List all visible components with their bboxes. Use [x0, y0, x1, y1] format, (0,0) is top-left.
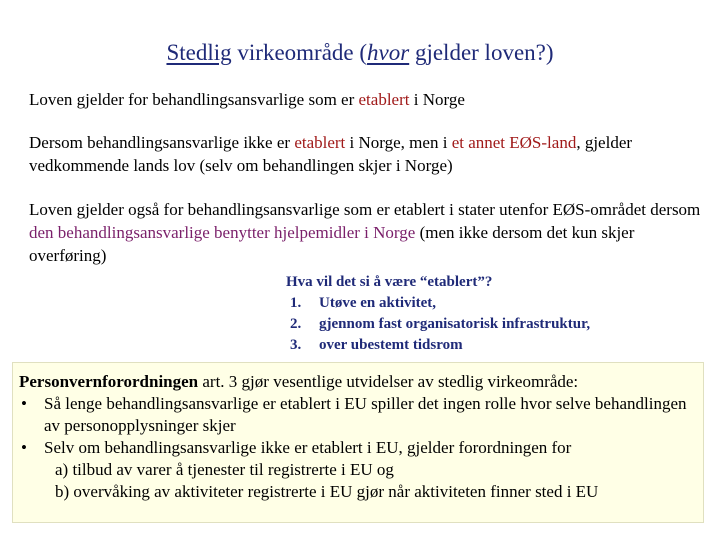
- bullet-icon: •: [21, 438, 27, 457]
- gdpr-bold-term: Personvernforordningen: [19, 372, 199, 391]
- title-text-end: gjelder loven?): [409, 40, 554, 65]
- sub-item-a: a) tilbud av varer å tjenester til registrerte i EU og: [55, 460, 394, 479]
- p3-text-end: (men ikke dersom det kun skjer overføring): [29, 223, 635, 265]
- bullet-icon: •: [21, 394, 27, 413]
- title-italic-word: hvor: [367, 40, 410, 65]
- paragraph-other-eea: [29, 131, 701, 177]
- p1-highlight: etablert: [358, 90, 410, 109]
- p2-highlight-1: etablert: [294, 133, 346, 152]
- p3-highlight: den behandlingsansvarlige benytter hjelpemidler i Norge: [29, 223, 416, 242]
- list-text: Utøve en aktivitet,: [319, 295, 437, 311]
- bullet-text: Så lenge behandlingsansvarlige er etablert i EU spiller det ingen rolle hvor selve behandlingen av personopplysninger skjer: [44, 394, 687, 435]
- p2-highlight-2: et annet EØS-land: [451, 133, 577, 152]
- p1-text-end: i Norge: [409, 90, 465, 109]
- page-title: [0, 38, 720, 68]
- paragraph-established-norway: [29, 88, 701, 111]
- etablert-definition: [286, 272, 666, 356]
- list-text: gjennom fast organisatorisk infrastruktur,: [319, 316, 591, 332]
- sub-item-b: b) overvåking av aktiviteter registrerte i EU gjør når aktiviteten finner sted i EU: [55, 482, 599, 501]
- list-item: [286, 335, 666, 356]
- bullet-item: [19, 437, 697, 459]
- list-number: 2.: [290, 316, 302, 332]
- list-item: [286, 293, 666, 314]
- p3-text: Loven gjelder også for behandlingsansvarlige som er etablert i stater utenfor EØS-området dersom: [29, 200, 701, 219]
- p2-text: Dersom behandlingsansvarlige ikke er: [29, 133, 295, 152]
- p2-text-end: , gjelder vedkommende lands lov (selv om behandlingen skjer i Norge): [29, 133, 633, 175]
- list-item: [286, 314, 666, 335]
- bullet-text: Selv om behandlingsansvarlige ikke er etablert i EU, gjelder forordningen for: [44, 438, 572, 457]
- p2-text-mid: i Norge, men i: [345, 133, 452, 152]
- bullet-item: [19, 393, 697, 437]
- gdpr-box: [12, 362, 704, 523]
- gdpr-intro-text: art. 3 gjør vesentlige utvidelser av stedlig virkeområde:: [198, 372, 579, 391]
- etablert-question: Hva vil det si å være “etablert”?: [286, 274, 493, 290]
- gdpr-intro: [19, 371, 697, 393]
- title-text: virkeområde (: [231, 40, 368, 65]
- title-underlined-word: Stedlig: [166, 40, 232, 65]
- paragraph-outside-eea: [29, 198, 701, 267]
- list-number: 3.: [290, 337, 302, 353]
- list-number: 1.: [290, 295, 302, 311]
- p1-text: Loven gjelder for behandlingsansvarlige som er: [29, 90, 359, 109]
- list-text: over ubestemt tidsrom: [319, 337, 463, 353]
